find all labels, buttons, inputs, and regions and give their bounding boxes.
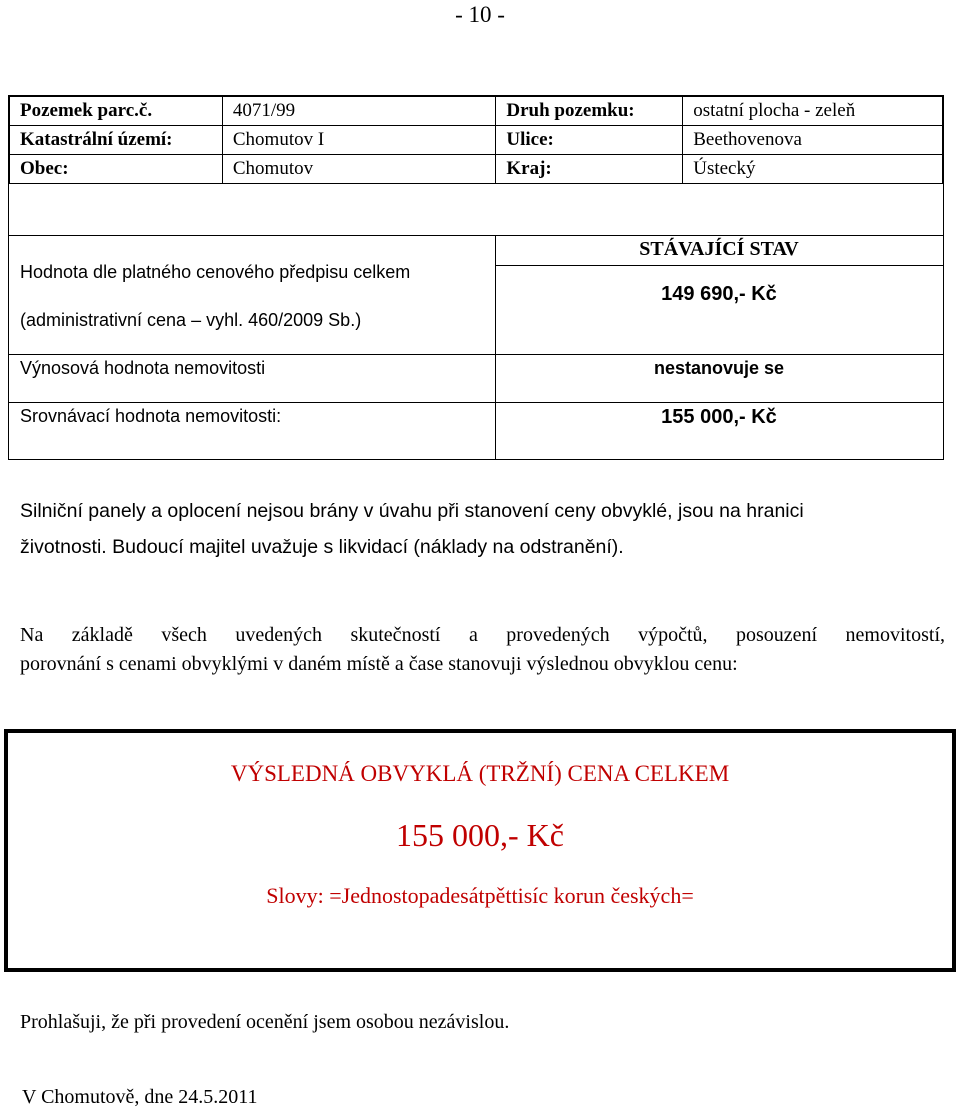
land-type-value: ostatní plocha - zeleň xyxy=(683,97,943,126)
region-value: Ústecký xyxy=(683,155,943,184)
street-label: Ulice: xyxy=(496,126,683,155)
cadastral-label: Katastrální území: xyxy=(10,126,223,155)
parcel-label: Pozemek parc.č. xyxy=(10,97,223,126)
yield-value-label: Výnosová hodnota nemovitosti xyxy=(20,358,266,378)
municipality-value: Chomutov xyxy=(222,155,495,184)
property-row xyxy=(10,126,943,155)
region-label: Kraj: xyxy=(496,155,683,184)
yield-value: nestanovuje se xyxy=(653,358,785,378)
parcel-value: 4071/99 xyxy=(222,97,495,126)
admin-value: 149 690,- Kč xyxy=(661,283,777,305)
admin-value-label-line2: (administrativní cena – vyhl. 460/2009 Sb.) xyxy=(20,310,362,330)
property-row xyxy=(10,97,943,126)
result-amount: 155 000,- Kč xyxy=(396,817,564,853)
municipality-label: Obec: xyxy=(10,155,223,184)
result-words: Slovy: =Jednostopadesátpěttisíc korun českých= xyxy=(266,883,694,908)
paragraph-note xyxy=(20,493,940,565)
property-row xyxy=(10,155,943,184)
paragraph-line: Na základě všech uvedených skutečností a provedených výpočtů, posouzení nemovitostí, xyxy=(20,624,945,646)
property-table xyxy=(8,95,944,236)
valuation-table xyxy=(8,235,944,460)
street-value: Beethovenova xyxy=(683,126,943,155)
divider xyxy=(9,402,943,403)
paragraph-line: Silniční panely a oplocení nejsou brány v úvahu při stanovení ceny obvyklé, jsou na hranici xyxy=(20,500,804,522)
paragraph-conclusion xyxy=(20,621,945,679)
comparative-value-label: Srovnávací hodnota nemovitosti: xyxy=(20,406,282,426)
land-type-label: Druh pozemku: xyxy=(496,97,683,126)
declaration: Prohlašuji, že při provedení ocenění jsem osobou nezávislou. xyxy=(20,1011,510,1033)
page-number: - 10 - xyxy=(455,2,505,27)
result-title: VÝSLEDNÁ OBVYKLÁ (TRŽNÍ) CENA CELKEM xyxy=(230,761,730,786)
comparative-value: 155 000,- Kč xyxy=(661,406,777,428)
result-box xyxy=(4,729,956,972)
admin-value-label-line1: Hodnota dle platného cenového předpisu celkem xyxy=(20,262,411,282)
cadastral-value: Chomutov I xyxy=(222,126,495,155)
place-date: V Chomutově, dne 24.5.2011 xyxy=(22,1086,258,1108)
divider xyxy=(495,265,943,266)
paragraph-line: životnosti. Budoucí majitel uvažuje s likvidací (náklady na odstranění). xyxy=(20,536,624,558)
divider xyxy=(9,354,943,355)
paragraph-line: porovnání s cenami obvyklými v daném místě a čase stanovuji výslednou obvyklou cenu: xyxy=(20,653,738,675)
current-state-header: STÁVAJÍCÍ STAV xyxy=(639,238,799,260)
